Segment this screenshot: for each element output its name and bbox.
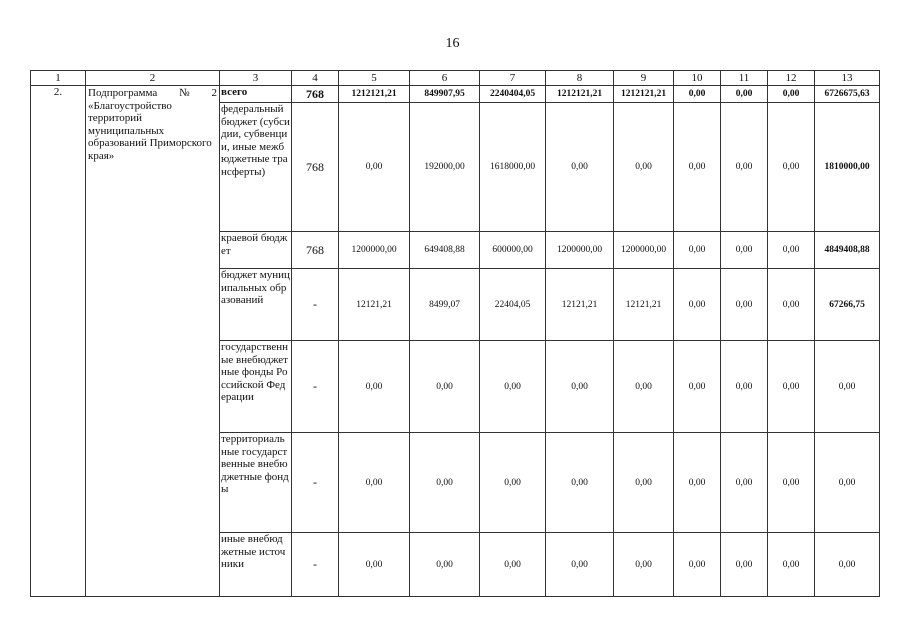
- program-title-line: [88, 87, 217, 100]
- amount-cell: 12121,21: [614, 269, 674, 341]
- table-body: [31, 86, 880, 597]
- header-cell: 10: [674, 71, 721, 86]
- amount-cell: 0,00: [768, 533, 815, 597]
- amount-cell: 0,00: [339, 533, 410, 597]
- amount-cell: 600000,00: [480, 232, 546, 269]
- amount-cell: 0,00: [546, 103, 614, 232]
- funding-source: иные внебюджетные источники: [220, 533, 292, 597]
- amount-cell: 0,00: [339, 103, 410, 232]
- amount-cell: 12121,21: [339, 269, 410, 341]
- amount-cell: 0,00: [674, 533, 721, 597]
- amount-cell: 0,00: [768, 341, 815, 433]
- amount-cell: 8499,07: [410, 269, 480, 341]
- amount-cell: 0,00: [674, 433, 721, 533]
- header-cell: 8: [546, 71, 614, 86]
- row-index: 2.: [31, 86, 86, 597]
- header-cell: 3: [220, 71, 292, 86]
- amount-cell: 0,00: [768, 103, 815, 232]
- funding-source: федеральный бюджет (субсидии, субвенции, иные межбюджетные трансферты): [220, 103, 292, 232]
- amount-cell: 0,00: [410, 341, 480, 433]
- amount-cell: 0,00: [768, 269, 815, 341]
- amount-cell: 192000,00: [410, 103, 480, 232]
- amount-cell: 0,00: [721, 269, 768, 341]
- amount-cell: 0,00: [339, 433, 410, 533]
- amount-cell: 0,00: [614, 533, 674, 597]
- amount-cell: 649408,88: [410, 232, 480, 269]
- budget-code: 768: [292, 103, 339, 232]
- amount-cell: 0,00: [674, 103, 721, 232]
- amount-cell: 0,00: [614, 341, 674, 433]
- amount-cell: 12121,21: [546, 269, 614, 341]
- funding-table: [30, 70, 880, 597]
- amount-cell: 0,00: [721, 533, 768, 597]
- amount-cell: 1212121,21: [546, 86, 614, 103]
- amount-cell: 0,00: [721, 341, 768, 433]
- amount-cell: 0,00: [721, 433, 768, 533]
- amount-cell: 0,00: [546, 433, 614, 533]
- amount-cell: 0,00: [768, 232, 815, 269]
- amount-cell: 0,00: [546, 341, 614, 433]
- amount-cell: 849907,95: [410, 86, 480, 103]
- amount-cell: 0,00: [674, 232, 721, 269]
- amount-cell: 1200000,00: [614, 232, 674, 269]
- amount-cell: 0,00: [721, 103, 768, 232]
- budget-code: -: [292, 269, 339, 341]
- amount-cell: 0,00: [721, 86, 768, 103]
- amount-cell: 1212121,21: [339, 86, 410, 103]
- header-cell: 12: [768, 71, 815, 86]
- amount-cell: 2240404,05: [480, 86, 546, 103]
- amount-cell: 1200000,00: [339, 232, 410, 269]
- total-cell: 0,00: [815, 341, 880, 433]
- header-cell: 6: [410, 71, 480, 86]
- header-cell: 7: [480, 71, 546, 86]
- amount-cell: 1212121,21: [614, 86, 674, 103]
- amount-cell: 0,00: [480, 433, 546, 533]
- amount-cell: 0,00: [768, 86, 815, 103]
- amount-cell: 0,00: [674, 341, 721, 433]
- budget-code: 768: [292, 86, 339, 103]
- header-row: [31, 71, 880, 86]
- program-label: Подпрограмма: [88, 87, 158, 99]
- header-cell: 5: [339, 71, 410, 86]
- page-number: 16: [445, 36, 460, 51]
- amount-cell: 0,00: [721, 232, 768, 269]
- header-cell: 2: [86, 71, 220, 86]
- total-cell: 6726675,63: [815, 86, 880, 103]
- table-row: [31, 86, 880, 103]
- total-cell: 0,00: [815, 433, 880, 533]
- amount-cell: 0,00: [674, 86, 721, 103]
- amount-cell: 0,00: [614, 433, 674, 533]
- header-cell: 13: [815, 71, 880, 86]
- funding-source: бюджет муниципальных образований: [220, 269, 292, 341]
- program-number: 2: [211, 87, 217, 99]
- amount-cell: 0,00: [546, 533, 614, 597]
- program-name: «Благоустройство территорий муниципальных образований Приморского края»: [88, 99, 212, 162]
- header-cell: 11: [721, 71, 768, 86]
- amount-cell: 1200000,00: [546, 232, 614, 269]
- budget-code: 768: [292, 232, 339, 269]
- amount-cell: 0,00: [614, 103, 674, 232]
- amount-cell: 1618000,00: [480, 103, 546, 232]
- header-cell: 1: [31, 71, 86, 86]
- amount-cell: 0,00: [410, 433, 480, 533]
- amount-cell: 0,00: [480, 341, 546, 433]
- funding-source: территориальные государственные внебюджетные фонды: [220, 433, 292, 533]
- header-cell: 4: [292, 71, 339, 86]
- amount-cell: 0,00: [410, 533, 480, 597]
- program-cell: [86, 86, 220, 597]
- funding-source: всего: [220, 86, 292, 103]
- amount-cell: 0,00: [674, 269, 721, 341]
- program-number-sign: №: [179, 87, 190, 99]
- header-cell: 9: [614, 71, 674, 86]
- budget-code: -: [292, 533, 339, 597]
- total-cell: 1810000,00: [815, 103, 880, 232]
- amount-cell: 22404,05: [480, 269, 546, 341]
- funding-source: краевой бюджет: [220, 232, 292, 269]
- budget-code: -: [292, 341, 339, 433]
- amount-cell: 0,00: [339, 341, 410, 433]
- total-cell: 4849408,88: [815, 232, 880, 269]
- amount-cell: 0,00: [480, 533, 546, 597]
- total-cell: 67266,75: [815, 269, 880, 341]
- amount-cell: 0,00: [768, 433, 815, 533]
- total-cell: 0,00: [815, 533, 880, 597]
- budget-code: -: [292, 433, 339, 533]
- funding-source: государственные внебюджетные фонды Российской Федерации: [220, 341, 292, 433]
